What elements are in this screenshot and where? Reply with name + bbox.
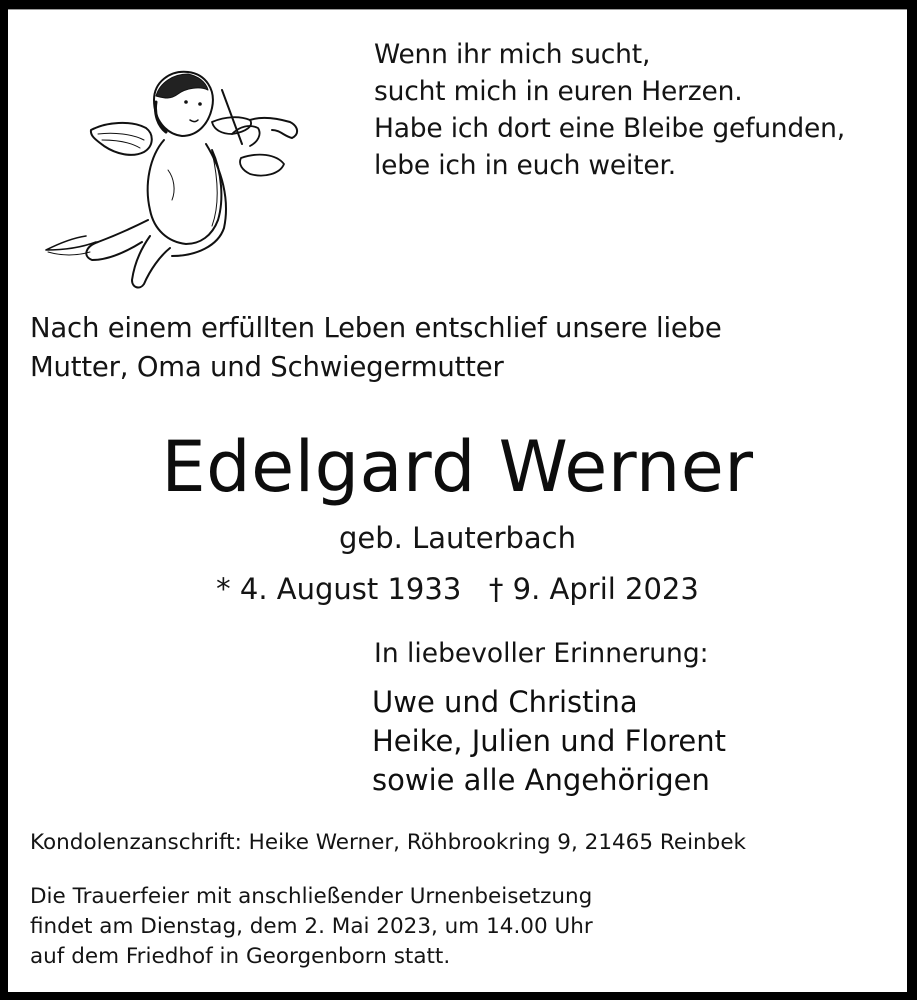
maiden-name: geb. Lauterbach <box>338 521 577 555</box>
intro-line: Mutter, Oma und Schwiegermutter <box>30 351 504 383</box>
life-dates: * 4. August 1933 † 9. April 2023 <box>216 572 699 606</box>
deceased-name: Edelgard Werner <box>161 426 754 508</box>
intro-text <box>30 309 722 387</box>
remembrance-heading: In liebevoller Erinnerung: <box>374 638 709 669</box>
mourner-line: sowie alle Angehörigen <box>372 763 710 797</box>
poem-line: Habe ich dort eine Bleibe gefunden, <box>374 113 845 144</box>
ceremony-line: Die Trauerfeier mit anschließender Urnenbeisetzung <box>30 884 593 909</box>
poem <box>374 36 845 184</box>
poem-line: lebe ich in euch weiter. <box>374 150 676 181</box>
ceremony-info <box>30 882 593 972</box>
ceremony-line: findet am Dienstag, dem 2. Mai 2023, um 14.00 Uhr <box>30 914 593 939</box>
angel-playing-violin-icon <box>36 60 336 295</box>
mourners-list <box>372 683 726 800</box>
obituary-card <box>8 9 907 992</box>
ceremony-line: auf dem Friedhof in Georgenborn statt. <box>30 944 451 969</box>
intro-line: Nach einem erfüllten Leben entschlief unsere liebe <box>30 312 722 344</box>
poem-line: Wenn ihr mich sucht, <box>374 39 651 70</box>
condolence-address: Kondolenzanschrift: Heike Werner, Röhbrookring 9, 21465 Reinbek <box>30 830 746 855</box>
mourner-line: Uwe und Christina <box>372 685 638 719</box>
poem-line: sucht mich in euren Herzen. <box>374 76 743 107</box>
mourner-line: Heike, Julien und Florent <box>372 724 726 758</box>
